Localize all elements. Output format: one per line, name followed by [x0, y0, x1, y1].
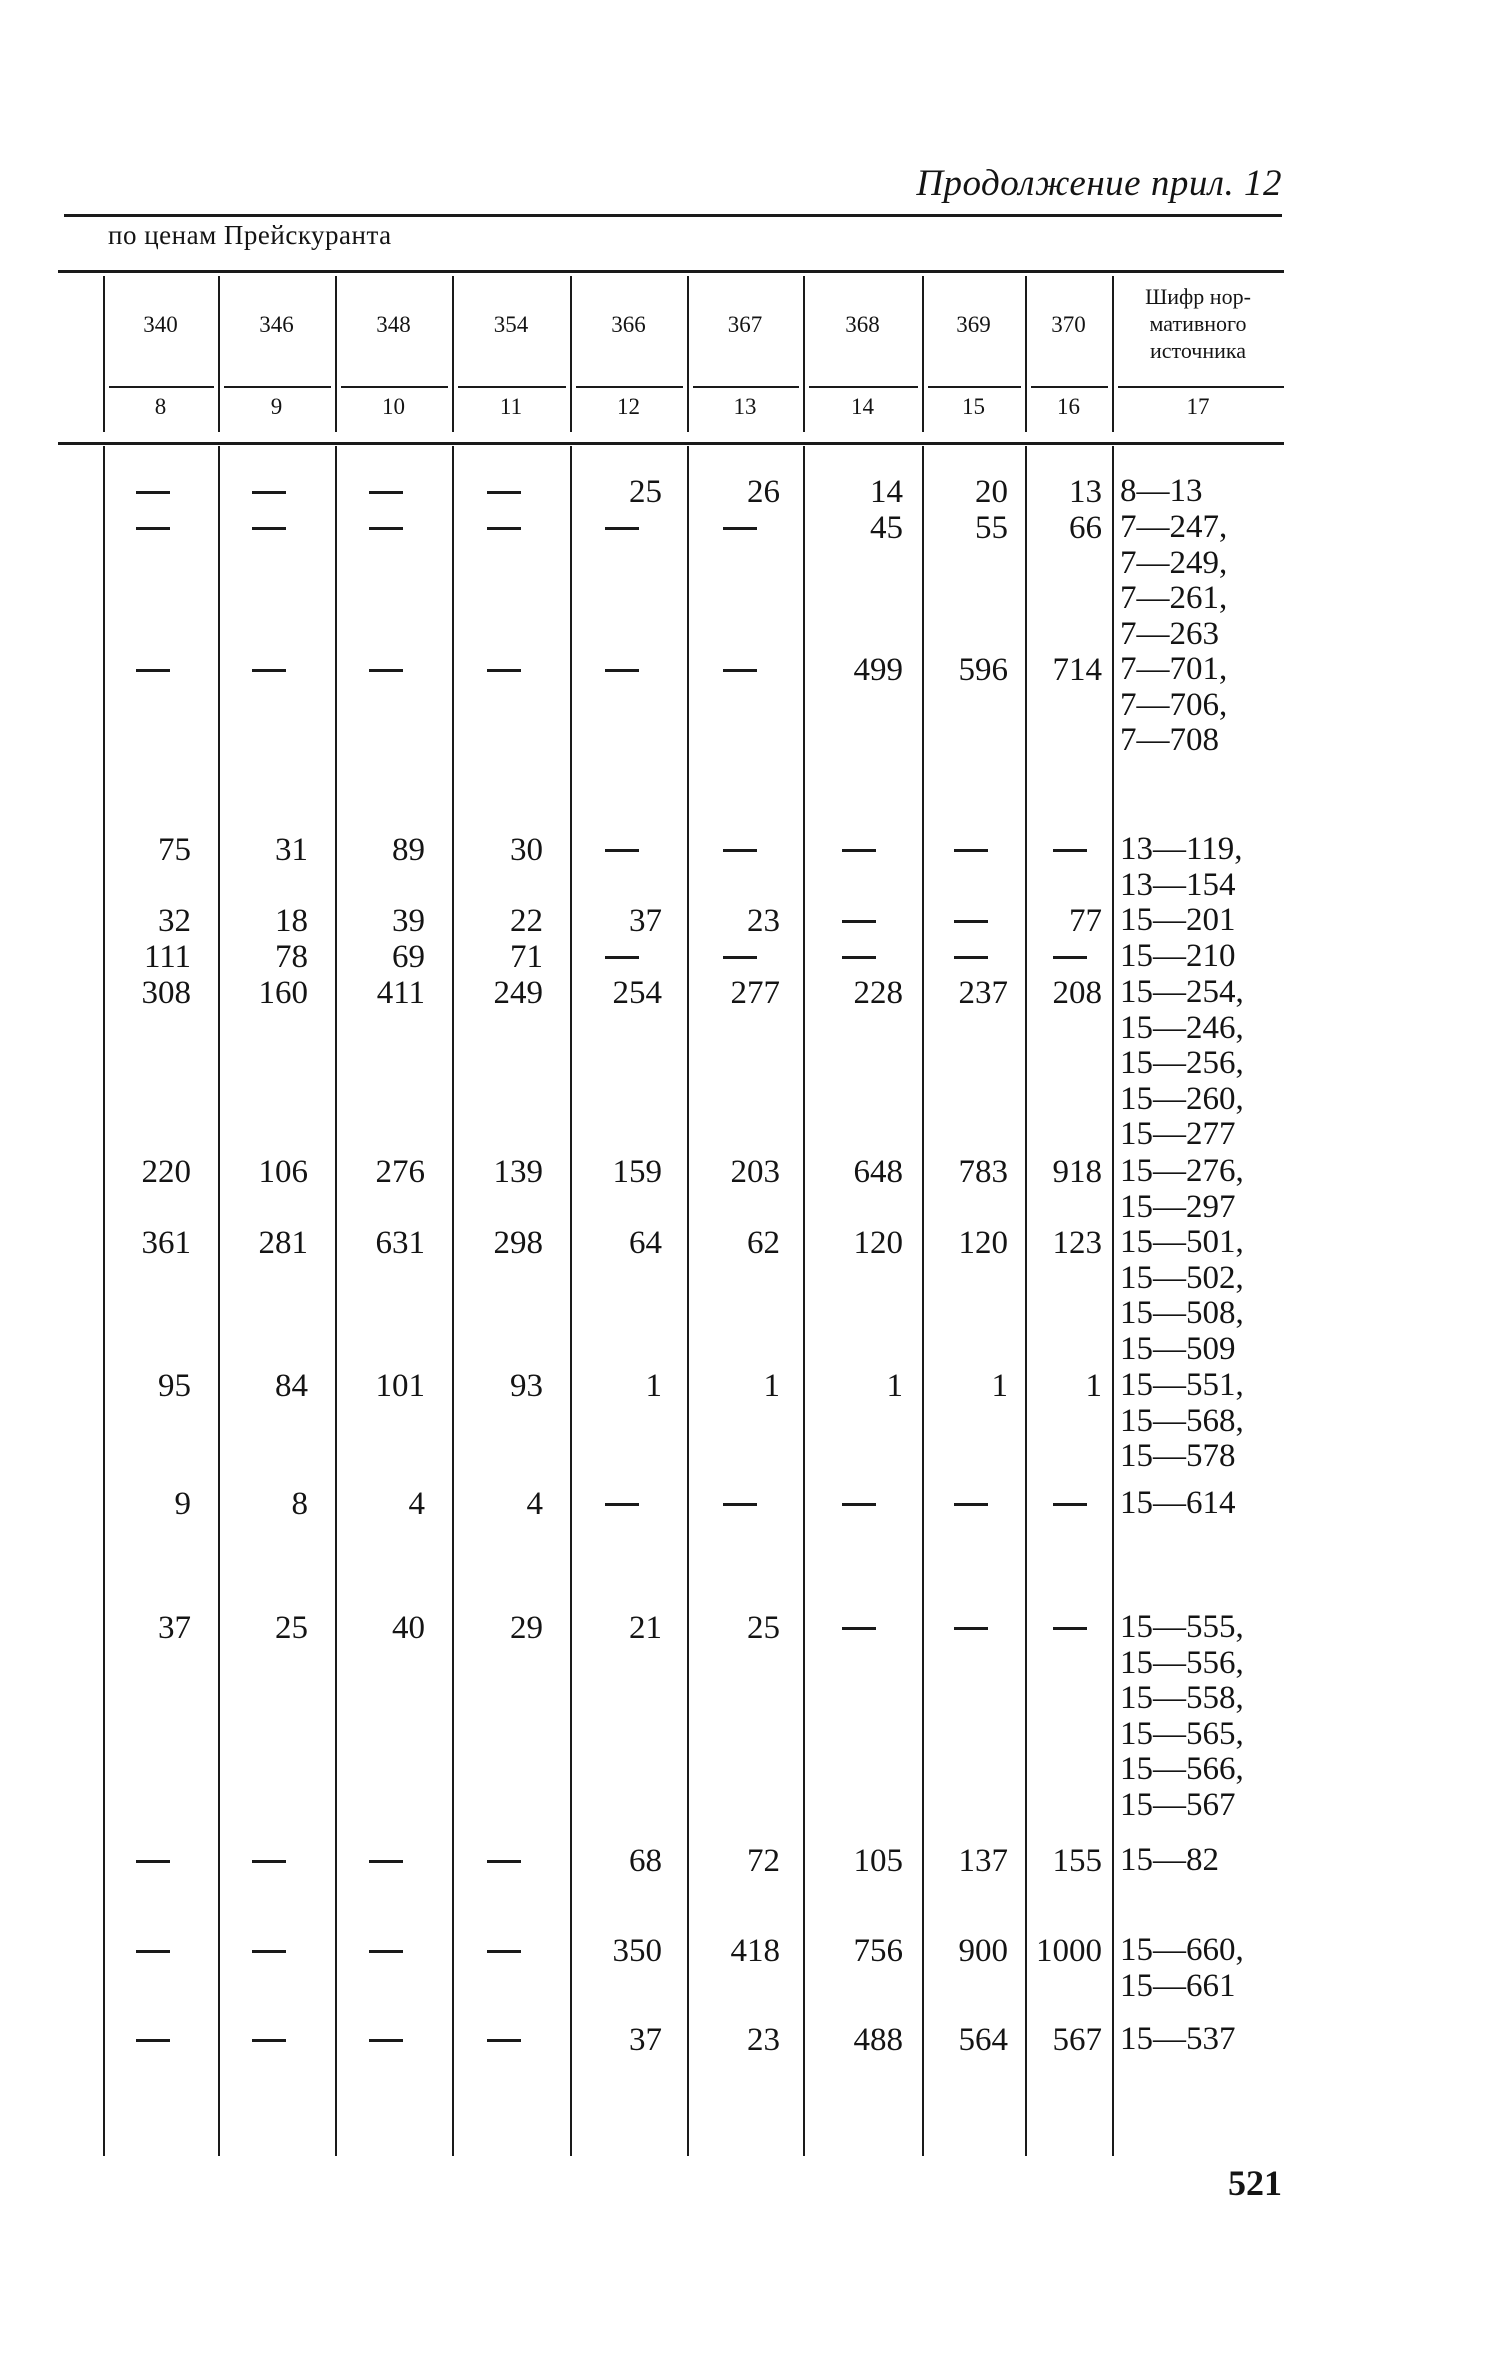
table-cell: 26	[747, 474, 780, 510]
table-cell: 120	[853, 1225, 903, 1261]
table-cell: 105	[853, 1843, 903, 1879]
dash-mark	[605, 1503, 639, 1506]
column-code-header: 369	[956, 312, 991, 337]
column-code-header: 340	[143, 312, 178, 337]
table-cell	[103, 2022, 197, 2058]
column-code-header: 370	[1051, 312, 1086, 337]
dash-mark	[842, 849, 876, 852]
source-code-cell	[1120, 1486, 1236, 1522]
table-cell	[922, 1610, 1014, 1646]
table-cell: 62	[747, 1225, 780, 1261]
table-cell: 249	[493, 975, 543, 1011]
dash-mark	[369, 669, 403, 672]
column-code-header: 367	[727, 312, 763, 337]
table-cell: 208	[1052, 975, 1102, 1011]
table-cell: 37	[629, 903, 662, 939]
column-number-header: 16	[1057, 394, 1080, 419]
table-subheader: по ценам Прейскуранта	[108, 220, 392, 250]
table-cell: 18	[275, 903, 308, 939]
column-number-header: 8	[154, 394, 167, 419]
dash-mark	[954, 1627, 988, 1630]
table-cell: 783	[958, 1154, 1008, 1190]
table-cell	[570, 510, 668, 546]
column-separator	[1025, 276, 1027, 432]
table-cell	[218, 1843, 314, 1879]
table-cell: 40	[392, 1610, 425, 1646]
table-cell: 30	[510, 832, 543, 868]
source-header-line: источника	[1149, 338, 1247, 363]
table-cell	[335, 510, 431, 546]
table-cell: 4	[408, 1486, 425, 1522]
table-cell: 631	[375, 1225, 425, 1261]
table-cell: 72	[747, 1843, 780, 1879]
table-cell: 13	[1069, 474, 1102, 510]
source-code-line: 15—201	[1120, 902, 1236, 938]
column-code-header: 368	[845, 312, 880, 337]
table-cell: 20	[975, 474, 1008, 510]
source-code-line: 15—556,	[1120, 1644, 1244, 1681]
dash-mark	[954, 1503, 988, 1506]
table-cell	[335, 474, 431, 510]
dash-mark	[369, 1860, 403, 1863]
table-cell: 123	[1052, 1225, 1102, 1261]
table-cell: 220	[141, 1154, 191, 1190]
table-cell: 308	[141, 975, 191, 1011]
table-cell	[103, 652, 197, 688]
table-cell	[335, 1843, 431, 1879]
table-cell: 23	[747, 903, 780, 939]
table-cell: 37	[158, 1610, 191, 1646]
dash-mark	[487, 1860, 521, 1863]
dash-mark	[487, 527, 521, 530]
table-cell	[452, 1843, 549, 1879]
dash-mark	[723, 669, 757, 672]
table-cell	[452, 2022, 549, 2058]
column-separator	[687, 276, 689, 432]
table-cell: 499	[853, 652, 903, 688]
dash-mark	[605, 956, 639, 959]
column-number-header: 12	[617, 394, 640, 419]
source-code-cell	[1120, 1843, 1219, 1879]
dash-mark	[487, 1950, 521, 1953]
source-code-line: 15—558,	[1120, 1680, 1244, 1716]
header-underline	[576, 386, 683, 388]
column-number-header: 14	[851, 394, 874, 419]
column-separator	[103, 276, 105, 432]
table-cell: 1000	[1036, 1933, 1102, 1969]
table-cell: 95	[158, 1368, 191, 1404]
table-cell	[570, 939, 668, 975]
table-cell: 23	[747, 2022, 780, 2058]
table-cell: 139	[493, 1154, 543, 1190]
dash-mark	[369, 491, 403, 494]
header-underline	[1031, 386, 1108, 388]
table-cell	[687, 939, 786, 975]
dash-mark	[954, 849, 988, 852]
dash-mark	[1053, 849, 1087, 852]
table-cell: 75	[158, 832, 191, 868]
table-cell: 66	[1069, 510, 1102, 546]
dash-mark	[723, 527, 757, 530]
header-underline	[341, 386, 448, 388]
dash-mark	[136, 1860, 170, 1863]
table-cell	[452, 474, 549, 510]
dash-mark	[252, 2039, 286, 2042]
table-cell	[218, 474, 314, 510]
table-cell: 68	[629, 1843, 662, 1879]
table-cell	[335, 652, 431, 688]
table-cell: 29	[510, 1610, 543, 1646]
column-separator	[803, 276, 805, 432]
table-cell: 4	[526, 1486, 543, 1522]
dash-mark	[842, 956, 876, 959]
dash-mark	[723, 849, 757, 852]
dash-mark	[252, 669, 286, 672]
source-code-line: 15—246,	[1120, 1009, 1244, 1046]
source-header-line: мативного	[1149, 311, 1247, 336]
table-cell: 648	[853, 1154, 903, 1190]
dash-mark	[723, 1503, 757, 1506]
table-cell	[803, 1486, 909, 1522]
table-cell	[218, 2022, 314, 2058]
dash-mark	[605, 527, 639, 530]
table-cell	[1025, 1610, 1108, 1646]
table-cell: 111	[143, 939, 191, 975]
dash-mark	[1053, 1503, 1087, 1506]
table-cell: 900	[958, 1933, 1008, 1969]
table-cell: 564	[958, 2022, 1008, 2058]
source-code-cell	[1120, 832, 1243, 903]
column-number-header: 17	[1186, 394, 1210, 419]
dash-mark	[605, 669, 639, 672]
table-cell: 14	[870, 474, 903, 510]
column-code-header: 346	[259, 312, 294, 337]
table-cell: 1	[645, 1368, 662, 1404]
table-cell	[687, 832, 786, 868]
source-code-line: 7—247,	[1120, 509, 1228, 545]
dash-mark	[136, 527, 170, 530]
table-cell: 77	[1069, 903, 1102, 939]
source-code-line: 15—614	[1120, 1485, 1236, 1521]
column-code-header: 354	[493, 312, 529, 337]
table-cell: 155	[1052, 1843, 1102, 1879]
table-cell: 411	[376, 975, 425, 1011]
column-separator	[1112, 276, 1114, 432]
table-cell	[1025, 1486, 1108, 1522]
table-cell: 25	[629, 474, 662, 510]
table-cell: 228	[853, 975, 903, 1011]
source-code-line: 15—256,	[1120, 1045, 1244, 1081]
table-cell: 120	[958, 1225, 1008, 1261]
table-cell: 1	[1085, 1368, 1102, 1404]
column-separator	[218, 276, 220, 432]
column-number-header: 10	[382, 394, 405, 419]
dash-mark	[487, 491, 521, 494]
table-cell: 9	[174, 1486, 191, 1522]
column-separator	[922, 446, 924, 2156]
source-code-line: 15—566,	[1120, 1751, 1244, 1787]
source-code-cell	[1120, 903, 1236, 939]
column-number-header: 9	[270, 394, 283, 419]
dash-mark	[954, 956, 988, 959]
table-cell	[922, 1486, 1014, 1522]
table-cell	[103, 1843, 197, 1879]
table-cell	[687, 1486, 786, 1522]
source-code-line: 15—277	[1120, 1116, 1236, 1152]
top-rule	[64, 214, 1282, 217]
source-code-line: 7—706,	[1120, 686, 1228, 723]
page-number: 521	[1228, 2163, 1282, 2203]
source-code-line: 15—555,	[1120, 1609, 1244, 1645]
dash-mark	[252, 527, 286, 530]
column-separator	[570, 446, 572, 2156]
table-cell	[922, 832, 1014, 868]
table-cell: 137	[958, 1843, 1008, 1879]
table-cell	[218, 652, 314, 688]
header-underline	[1118, 386, 1284, 388]
source-code-line: 15—501,	[1120, 1224, 1244, 1260]
table-cell: 93	[510, 1368, 543, 1404]
dash-mark	[1053, 956, 1087, 959]
table-cell: 25	[275, 1610, 308, 1646]
table-cell: 69	[392, 939, 425, 975]
table-cell	[922, 939, 1014, 975]
column-separator	[103, 446, 105, 2156]
source-code-line: 13—154	[1120, 866, 1236, 903]
table-cell	[803, 903, 909, 939]
table-cell	[803, 939, 909, 975]
source-code-cell	[1120, 1933, 1244, 2004]
source-code-line: 15—661	[1120, 1967, 1236, 2004]
table-cell: 350	[612, 1933, 662, 1969]
column-number-header: 15	[962, 394, 985, 419]
dash-mark	[605, 849, 639, 852]
source-code-cell	[1120, 939, 1236, 975]
dash-mark	[252, 1860, 286, 1863]
source-code-cell	[1120, 1154, 1244, 1225]
source-code-cell	[1120, 474, 1203, 510]
source-code-line: 15—260,	[1120, 1080, 1244, 1117]
table-cell	[687, 510, 786, 546]
table-cell: 25	[747, 1610, 780, 1646]
table-cell: 488	[853, 2022, 903, 2058]
dash-mark	[136, 491, 170, 494]
table-cell: 78	[275, 939, 308, 975]
header-top-rule	[58, 270, 1284, 273]
table-cell	[570, 1486, 668, 1522]
table-cell	[335, 2022, 431, 2058]
source-code-line: 15—568,	[1120, 1402, 1244, 1439]
header-bottom-rule	[58, 442, 1284, 445]
table-cell: 160	[258, 975, 308, 1011]
source-code-line: 15—537	[1120, 2021, 1236, 2057]
column-separator	[218, 446, 220, 2156]
dash-mark	[369, 2039, 403, 2042]
table-cell	[218, 1933, 314, 1969]
source-code-cell	[1120, 510, 1227, 652]
table-cell	[218, 510, 314, 546]
table-cell: 64	[629, 1225, 662, 1261]
dash-mark	[136, 1950, 170, 1953]
dash-mark	[136, 2039, 170, 2042]
table-cell	[1025, 939, 1108, 975]
source-code-line: 7—701,	[1120, 651, 1228, 687]
table-cell	[803, 1610, 909, 1646]
dash-mark	[136, 669, 170, 672]
source-code-line: 15—502,	[1120, 1259, 1244, 1296]
source-code-line: 15—276,	[1120, 1153, 1244, 1189]
table-cell	[687, 652, 786, 688]
table-cell	[103, 474, 197, 510]
source-code-line: 15—82	[1120, 1842, 1219, 1878]
table-cell: 37	[629, 2022, 662, 2058]
table-cell: 32	[158, 903, 191, 939]
dash-mark	[252, 491, 286, 494]
source-code-cell	[1120, 1225, 1244, 1367]
source-code-line: 7—261,	[1120, 580, 1228, 616]
table-cell: 71	[510, 939, 543, 975]
source-code-line: 15—565,	[1120, 1715, 1244, 1752]
dash-mark	[842, 1503, 876, 1506]
dash-mark	[487, 2039, 521, 2042]
table-cell: 84	[275, 1368, 308, 1404]
header-underline	[809, 386, 918, 388]
table-cell: 254	[612, 975, 662, 1011]
table-cell: 418	[730, 1933, 780, 1969]
dash-mark	[842, 1627, 876, 1630]
table-cell: 203	[730, 1154, 780, 1190]
table-cell: 22	[510, 903, 543, 939]
dash-mark	[487, 669, 521, 672]
table-cell: 567	[1052, 2022, 1102, 2058]
table-cell: 55	[975, 510, 1008, 546]
dash-mark	[954, 920, 988, 923]
column-separator	[335, 276, 337, 432]
source-column-header	[1112, 283, 1284, 364]
table-cell: 918	[1052, 1154, 1102, 1190]
table-cell	[103, 510, 197, 546]
column-separator	[1025, 446, 1027, 2156]
table-cell: 1	[991, 1368, 1008, 1404]
table-cell	[803, 832, 909, 868]
dash-mark	[369, 527, 403, 530]
column-code-header: 348	[376, 312, 411, 337]
table-cell	[452, 510, 549, 546]
source-code-line: 15—578	[1120, 1438, 1236, 1474]
table-cell: 8	[291, 1486, 308, 1522]
column-separator	[687, 446, 689, 2156]
table-cell: 45	[870, 510, 903, 546]
source-code-line: 15—660,	[1120, 1932, 1244, 1968]
table-cell: 596	[958, 652, 1008, 688]
column-separator	[803, 446, 805, 2156]
dash-mark	[842, 920, 876, 923]
table-cell: 21	[629, 1610, 662, 1646]
table-cell: 277	[730, 975, 780, 1011]
table-cell	[452, 652, 549, 688]
source-code-line: 7—249,	[1120, 544, 1228, 581]
table-cell: 31	[275, 832, 308, 868]
column-separator	[335, 446, 337, 2156]
dash-mark	[369, 1950, 403, 1953]
header-underline	[224, 386, 331, 388]
table-cell: 89	[392, 832, 425, 868]
dash-mark	[252, 1950, 286, 1953]
header-underline	[109, 386, 214, 388]
table-cell: 1	[886, 1368, 903, 1404]
table-cell: 1	[763, 1368, 780, 1404]
table-cell: 281	[258, 1225, 308, 1261]
source-code-line: 15—551,	[1120, 1367, 1244, 1403]
table-cell	[922, 903, 1014, 939]
table-cell: 101	[375, 1368, 425, 1404]
header-underline	[458, 386, 566, 388]
dash-mark	[723, 956, 757, 959]
source-code-line: 15—508,	[1120, 1295, 1244, 1331]
source-code-line: 15—210	[1120, 938, 1236, 974]
source-code-cell	[1120, 1368, 1244, 1475]
column-separator	[452, 276, 454, 432]
table-cell	[103, 1933, 197, 1969]
source-code-line: 13—119,	[1120, 831, 1243, 867]
column-number-header: 11	[499, 394, 523, 419]
table-cell: 39	[392, 903, 425, 939]
column-separator	[922, 276, 924, 432]
source-code-line: 15—567	[1120, 1786, 1236, 1823]
table-cell: 276	[375, 1154, 425, 1190]
continuation-title: Продолжение прил. 12	[916, 163, 1282, 204]
header-underline	[928, 386, 1021, 388]
table-cell	[335, 1933, 431, 1969]
source-code-line: 15—509	[1120, 1330, 1236, 1367]
source-code-cell	[1120, 652, 1227, 759]
table-cell	[452, 1933, 549, 1969]
table-cell: 756	[853, 1933, 903, 1969]
column-separator	[452, 446, 454, 2156]
source-code-line: 7—708	[1120, 722, 1219, 758]
table-cell: 159	[612, 1154, 662, 1190]
table-cell	[1025, 832, 1108, 868]
table-cell: 298	[493, 1225, 543, 1261]
column-separator	[570, 276, 572, 432]
column-separator	[1112, 446, 1114, 2156]
table-cell: 361	[141, 1225, 191, 1261]
column-number-header: 13	[733, 394, 757, 419]
source-code-line: 7—263	[1120, 615, 1219, 652]
table-cell: 714	[1052, 652, 1102, 688]
source-code-cell	[1120, 2022, 1236, 2058]
source-code-cell	[1120, 1610, 1244, 1823]
source-code-line: 8—13	[1120, 473, 1203, 509]
dash-mark	[1053, 1627, 1087, 1630]
source-code-line: 15—297	[1120, 1188, 1236, 1225]
source-code-cell	[1120, 975, 1244, 1153]
table-cell: 106	[258, 1154, 308, 1190]
table-cell	[570, 652, 668, 688]
source-header-line: Шифр нор-	[1145, 284, 1251, 309]
source-code-line: 15—254,	[1120, 974, 1244, 1010]
column-code-header: 366	[611, 312, 646, 337]
header-underline	[693, 386, 799, 388]
table-cell: 237	[958, 975, 1008, 1011]
table-cell	[570, 832, 668, 868]
